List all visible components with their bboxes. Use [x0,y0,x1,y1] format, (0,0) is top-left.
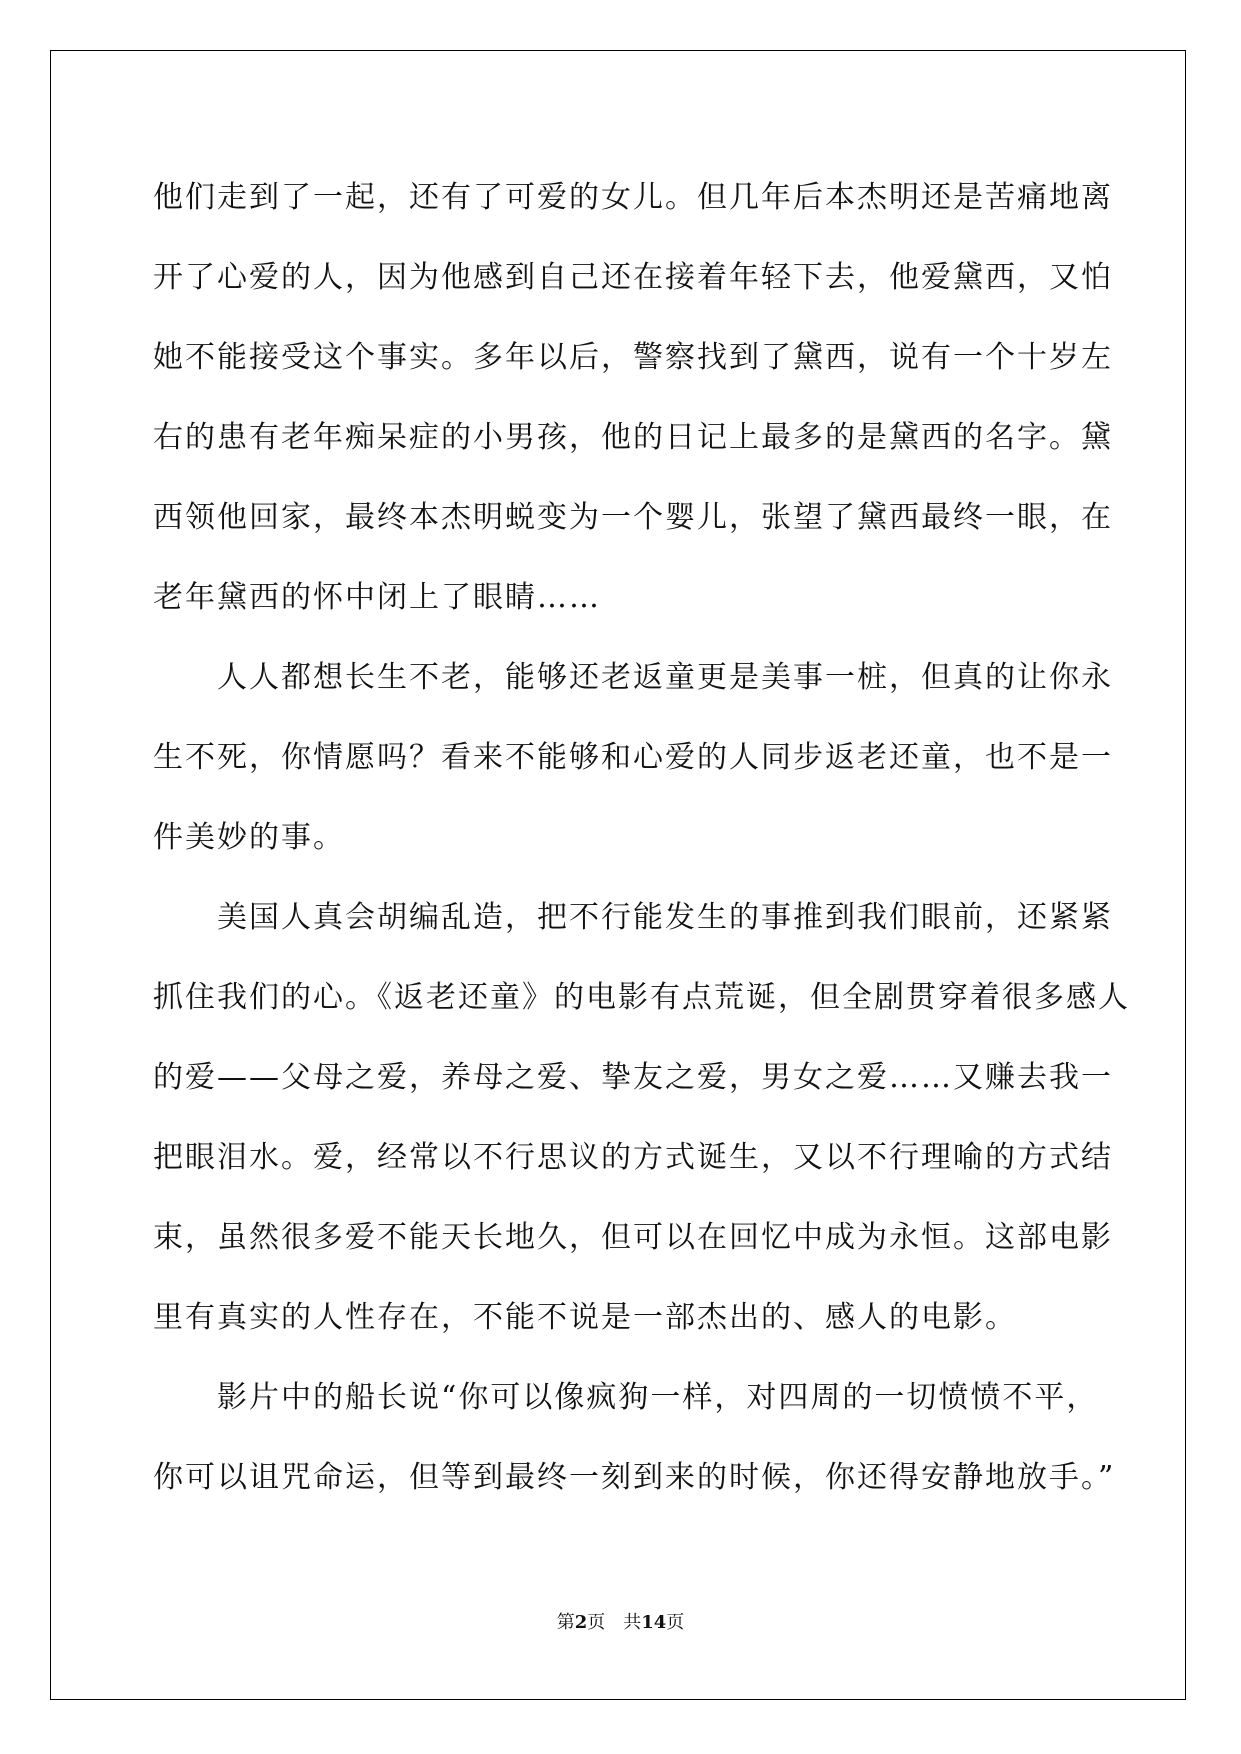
paragraph [153,158,1113,638]
text-line: 你可以诅咒命运，但等到最终一刻到来的时候，你还得安静地放手。” [153,1460,1116,1495]
paragraph [153,1358,1116,1518]
text-line: 美国人真会胡编乱造，把不行能发生的事推到我们眼前，还紧紧 [153,900,1113,935]
text-line: 人人都想长生不老，能够还老返童更是美事一桩，但真的让你永 [153,660,1113,695]
text-line: 的爱——父母之爱，养母之爱、挚友之爱，男女之爱……又赚去我一 [153,1060,1113,1095]
text-line: 束，虽然很多爱不能天长地久，但可以在回忆中成为永恒。这部电影 [153,1220,1113,1255]
text-line: 她不能接受这个事实。多年以后，警察找到了黛西，说有一个十岁左 [153,340,1113,375]
paragraph [153,878,1130,1358]
page-footer [0,1608,1241,1634]
total-pages-number: 14 [641,1612,667,1633]
paragraph [153,638,1113,878]
current-page-number: 2 [574,1612,588,1633]
text-line: 里有真实的人性存在，不能不说是一部杰出的、感人的电影。 [153,1300,1017,1335]
text-line: 他们走到了一起，还有了可爱的女儿。但几年后本杰明还是苦痛地离 [153,180,1113,215]
text-line: 老年黛西的怀中闭上了眼睛…… [153,580,601,615]
text-line: 生不死，你情愿吗？看来不能够和心爱的人同步返老还童，也不是一 [153,740,1113,775]
document-body [153,158,1130,1518]
text-line: 西领他回家，最终本杰明蜕变为一个婴儿，张望了黛西最终一眼，在 [153,500,1113,535]
text-line: 把眼泪水。爱，经常以不行思议的方式诞生，又以不行理喻的方式结 [153,1140,1113,1175]
footer-suffix: 页 [666,1612,685,1633]
text-line: 抓住我们的心。《返老还童》的电影有点荒诞，但全剧贯穿着很多感人 [153,980,1130,1015]
footer-prefix: 第 [556,1612,575,1633]
text-line: 影片中的船长说“你可以像疯狗一样，对四周的一切愤愤不平， [153,1380,1099,1415]
text-line: 件美妙的事。 [153,820,345,855]
text-line: 开了心爱的人，因为他感到自己还在接着年轻下去，他爱黛西，又怕 [153,260,1113,295]
text-line: 右的患有老年痴呆症的小男孩，他的日记上最多的是黛西的名字。黛 [153,420,1113,455]
footer-middle: 页 共 [587,1612,642,1633]
